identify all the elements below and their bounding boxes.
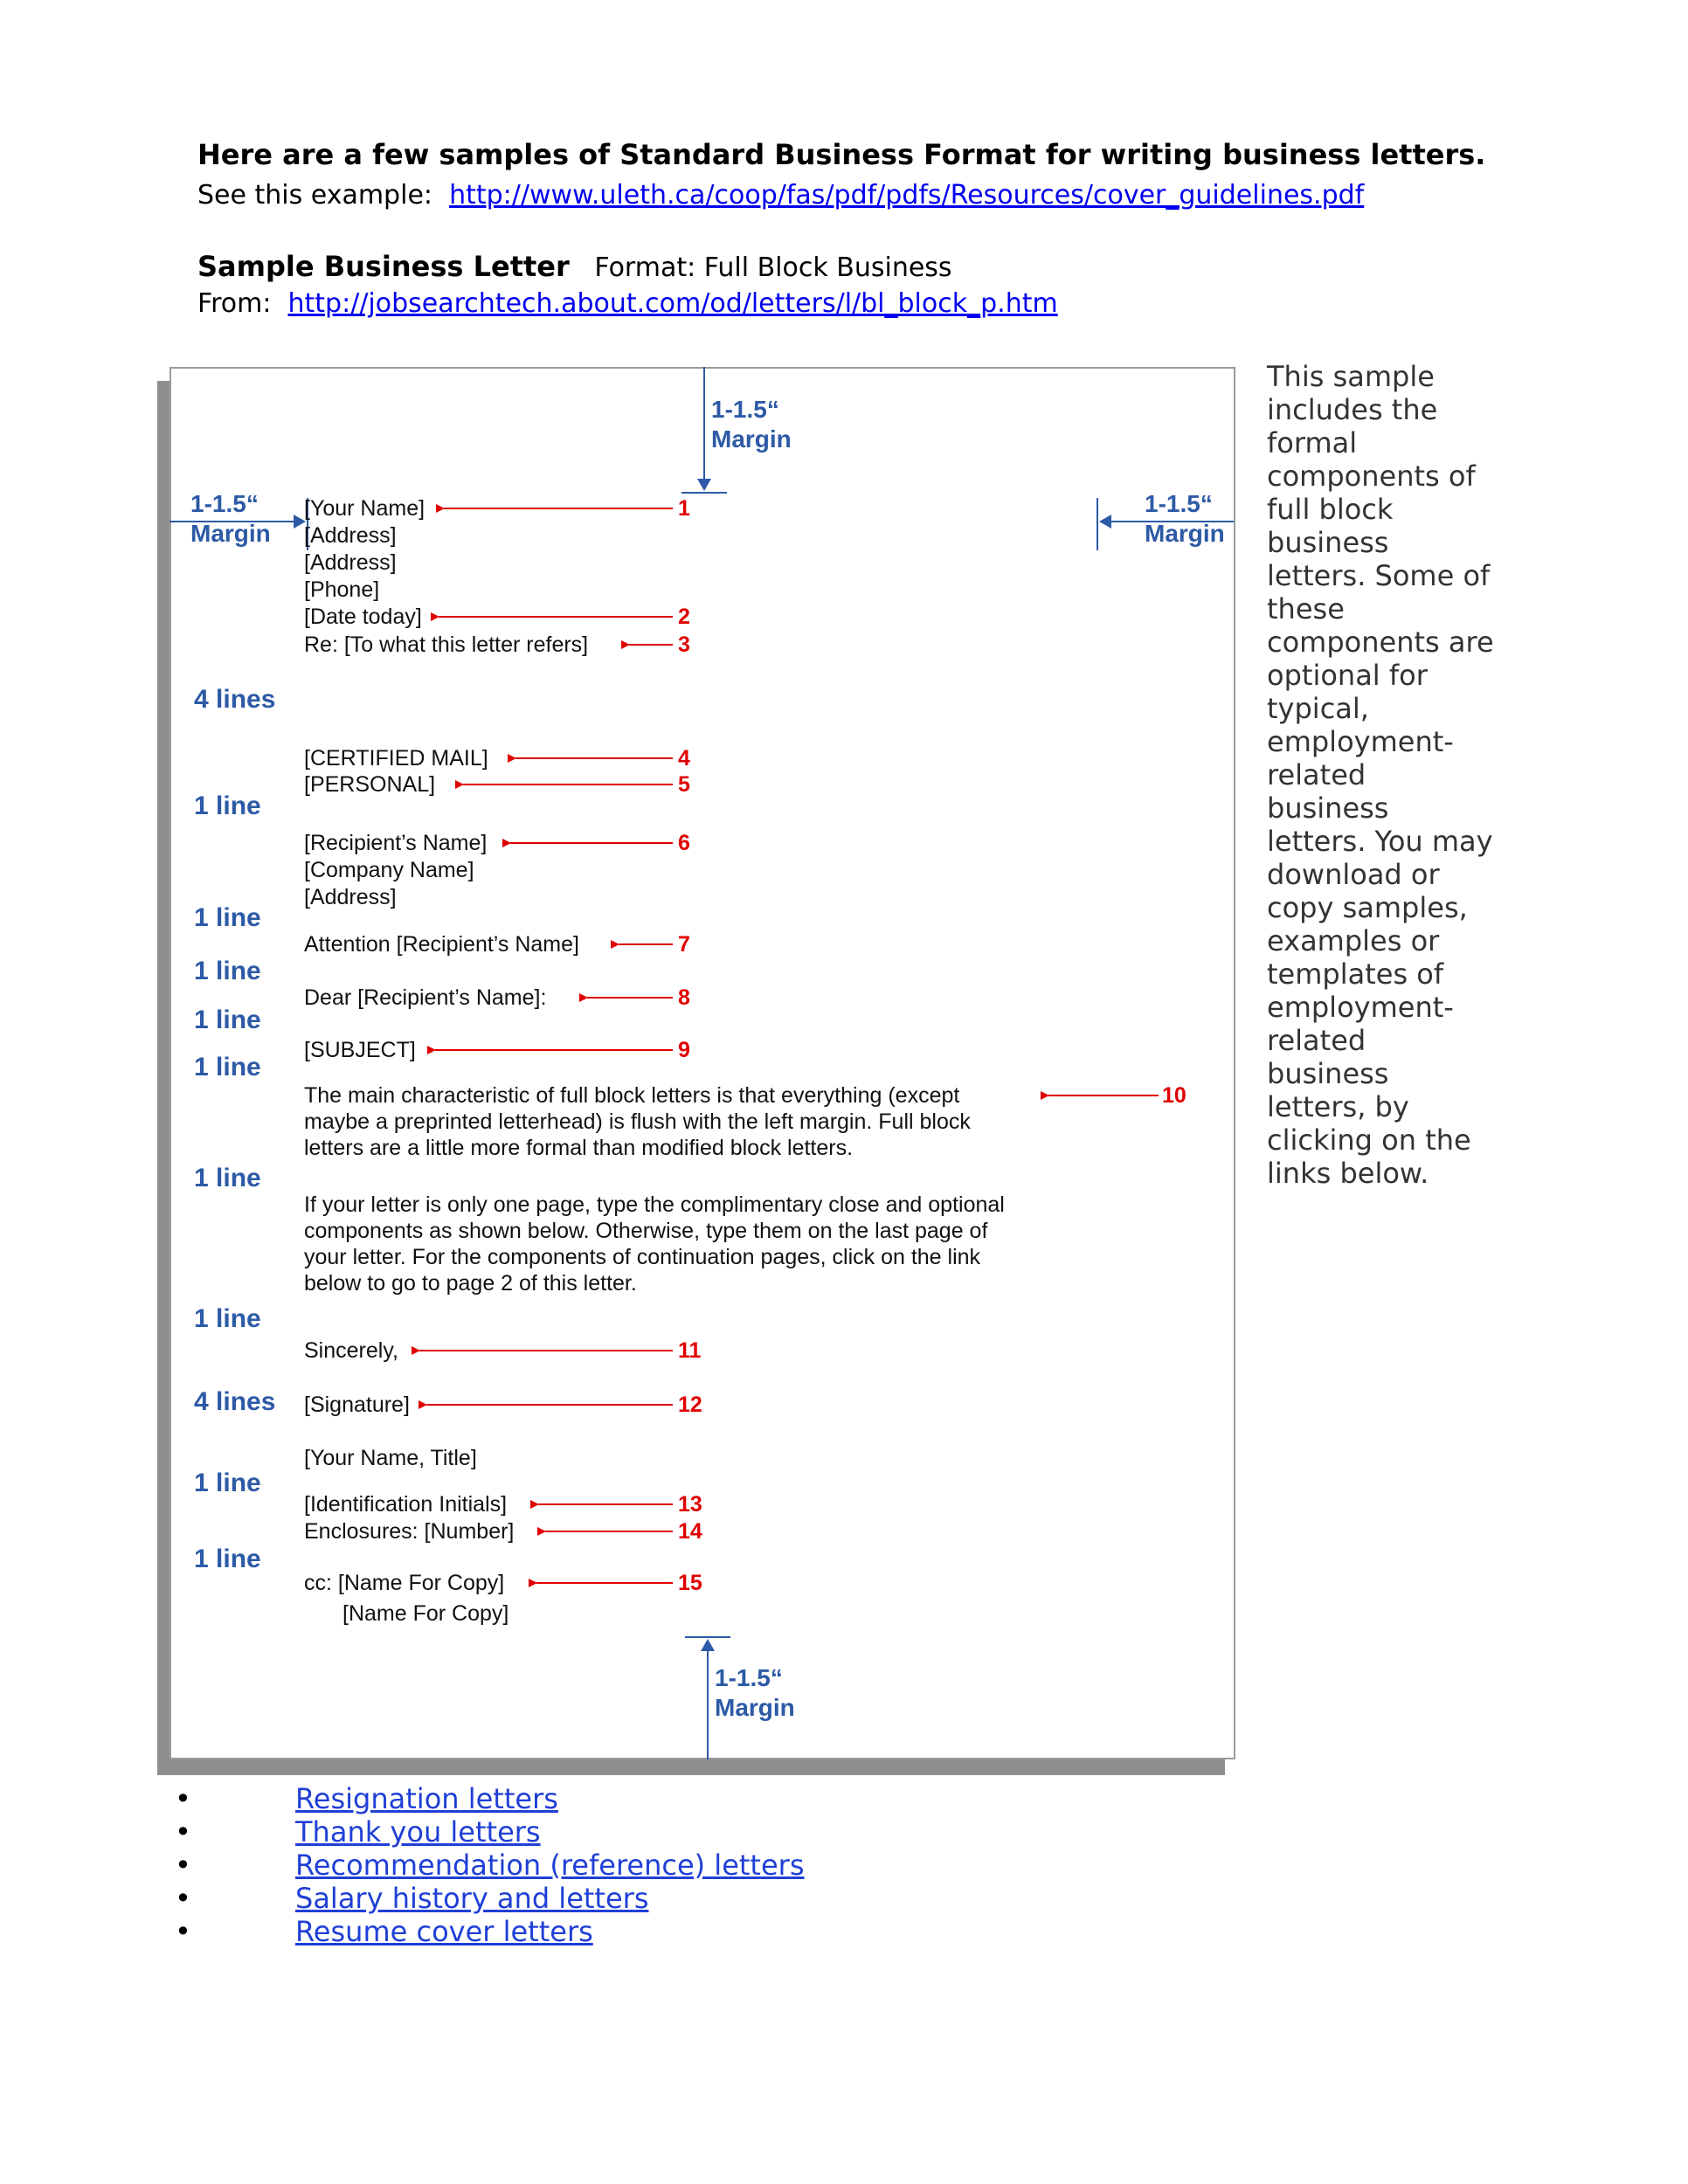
see-label: See this example: <box>197 180 433 211</box>
spacing-label: 1 line <box>194 1164 261 1192</box>
bottom-margin-label: 1-1.5“ Margin <box>715 1664 795 1721</box>
sample-heading <box>197 250 952 283</box>
spacing-label: 1 line <box>194 1545 261 1573</box>
spacing-label: 1 line <box>194 903 261 932</box>
enclosures-line: Enclosures: [Number] <box>304 1519 515 1544</box>
format-label: Format: Full Block Business <box>594 252 952 283</box>
re-line: Re: [To what this letter refers] <box>304 632 589 657</box>
top-margin-label: 1-1.5“ Margin <box>711 396 792 453</box>
spacing-label: 1 line <box>194 791 261 820</box>
date-line: [Date today] <box>304 605 422 629</box>
salutation-line: Dear [Recipient’s Name]: <box>304 985 547 1010</box>
spacing-label: 1 line <box>194 1053 261 1082</box>
company-line: [Company Name] <box>304 858 474 882</box>
sincerely-line: Sincerely, <box>304 1338 398 1363</box>
certified-line: [CERTIFIED MAIL] <box>304 746 488 771</box>
recipient-line: [Recipient’s Name] <box>304 831 488 855</box>
spacing-label: 4 lines <box>194 1387 276 1416</box>
left-margin-label: 1-1.5“ Margin <box>190 490 271 547</box>
callout-number-1: 1 <box>678 496 690 521</box>
callout-number-14: 14 <box>678 1519 702 1544</box>
bullet-icon: • <box>175 1782 191 1815</box>
spacing-label: 1 line <box>194 1006 261 1034</box>
spacing-label: 1 line <box>194 1469 261 1497</box>
callout-number-10: 10 <box>1162 1083 1186 1108</box>
address-line-2: [Address] <box>304 550 397 575</box>
right-margin-label: 1-1.5“ Margin <box>1145 490 1225 547</box>
callout-number-11: 11 <box>678 1338 702 1363</box>
callout-number-4: 4 <box>678 746 690 771</box>
body-paragraph-2: If your letter is only one page, type the complimentary close and optional components as shown below. Otherwise, type them on the last page of your letter. For the components of continuation pages, click on the link below to go to page 2 of this letter. <box>304 1192 1005 1296</box>
subject-line: [SUBJECT] <box>304 1038 416 1062</box>
from-label: From: <box>197 288 272 319</box>
callout-number-15: 15 <box>678 1571 702 1595</box>
callout-number-7: 7 <box>678 932 690 957</box>
callout-number-12: 12 <box>678 1393 702 1417</box>
signature-line: [Signature] <box>304 1393 410 1417</box>
bullet-icon: • <box>175 1915 191 1948</box>
initials-line: [Identification Initials] <box>304 1492 508 1517</box>
spacing-label: 1 line <box>194 957 261 985</box>
sample-title: Sample Business Letter <box>197 250 570 283</box>
link-thank-you-letters[interactable]: Thank you letters <box>295 1815 541 1849</box>
spacing-label: 4 lines <box>194 685 276 714</box>
sample-description: This sample includes the formal components of full block business letters. Some of these components are optional for typical, employment-related business letters. You may download or copy samples, examples or templates of employment-related business letters, by clicking on the links below. <box>1267 360 1494 1190</box>
link-resume-cover-letters[interactable]: Resume cover letters <box>295 1915 593 1948</box>
callout-number-6: 6 <box>678 831 690 855</box>
callout-number-13: 13 <box>678 1492 702 1517</box>
attention-line: Attention [Recipient’s Name] <box>304 932 579 957</box>
phone-line: [Phone] <box>304 577 380 602</box>
personal-line: [PERSONAL] <box>304 772 436 797</box>
callout-number-5: 5 <box>678 772 690 797</box>
sample-letter-figure <box>157 367 1237 1775</box>
example-line <box>197 180 1364 211</box>
link-recommendation-letters[interactable]: Recommendation (reference) letters <box>295 1849 805 1882</box>
bullet-icon: • <box>175 1849 191 1882</box>
address-line-3: [Address] <box>304 885 397 909</box>
your-name-line: [Your Name] <box>304 496 425 521</box>
name-title-line: [Your Name, Title] <box>304 1446 477 1470</box>
callout-number-3: 3 <box>678 632 690 657</box>
callout-number-8: 8 <box>678 985 690 1010</box>
bullet-icon: • <box>175 1882 191 1915</box>
callout-number-9: 9 <box>678 1038 690 1062</box>
cc-line: cc: [Name For Copy] <box>304 1571 505 1595</box>
page-title: Here are a few samples of Standard Business Format for writing business letters. <box>197 138 1486 171</box>
link-salary-history[interactable]: Salary history and letters <box>295 1882 649 1915</box>
spacing-label: 1 line <box>194 1304 261 1333</box>
from-line <box>197 288 1058 319</box>
bullet-icon: • <box>175 1815 191 1849</box>
body-paragraph-1: The main characteristic of full block letters is that everything (except maybe a preprinted letterhead) is flush with the left margin. Full block letters are a little more formal than modified block letters. <box>304 1083 971 1160</box>
uleth-link[interactable]: http://www.uleth.ca/coop/fas/pdf/pdfs/Resources/cover_guidelines.pdf <box>449 180 1365 211</box>
address-line-1: [Address] <box>304 523 397 548</box>
jobsearch-link[interactable]: http://jobsearchtech.about.com/od/letters/l/bl_block_p.htm <box>287 288 1058 319</box>
callout-number-2: 2 <box>678 605 690 629</box>
link-resignation-letters[interactable]: Resignation letters <box>295 1782 558 1815</box>
cc-line-2: [Name For Copy] <box>342 1601 509 1626</box>
